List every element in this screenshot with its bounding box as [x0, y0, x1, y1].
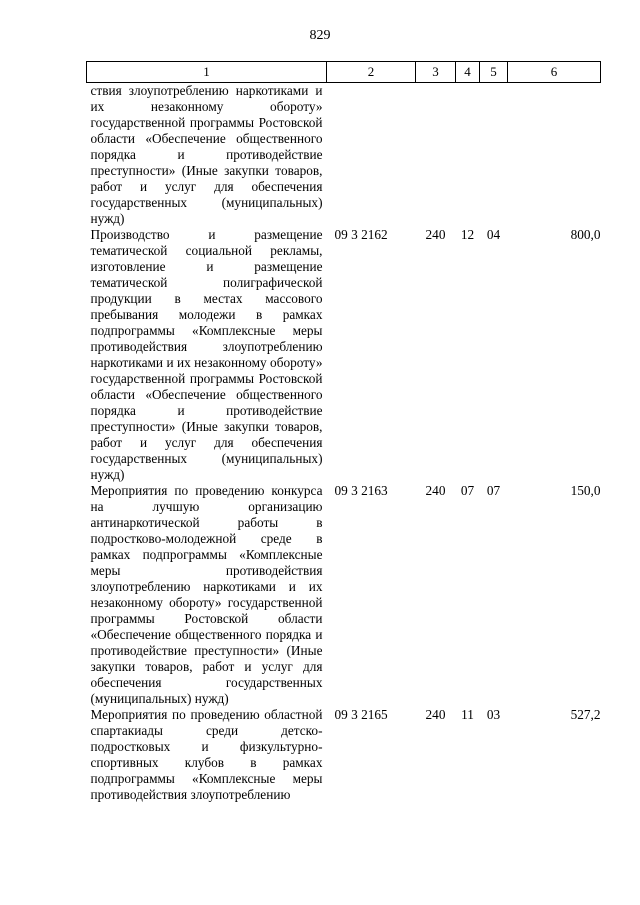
- row-code: 09 3 2163: [334, 483, 388, 498]
- row-rz: [456, 83, 480, 228]
- table-row: [87, 227, 601, 483]
- row-pr: 03: [486, 707, 501, 722]
- table-row: [87, 707, 601, 803]
- table-header-row: [87, 62, 601, 83]
- table-row: [87, 83, 601, 228]
- column-header-3: 3: [416, 62, 456, 83]
- page-number: 829: [309, 28, 331, 43]
- row-description: Производство и размещение тематической социальной рекламы, изготовление и размещение тематической полиграфической продукции в местах массового пребывания молодежи в рамках подпрограммы «Комплексные меры противодействия злоупотреблению наркотиками и их незаконному обороту» государственной программы Ростовской области «Обеспечение общественного порядка и противодействие преступности» (Иные закупки товаров, работ и услуг для обеспечения государственных (муниципальных) нужд): [90, 227, 323, 482]
- row-code: [327, 83, 416, 228]
- row-pr: 04: [486, 227, 501, 242]
- row-rz: 12: [460, 227, 475, 242]
- row-amount: 800,0: [570, 227, 601, 242]
- row-description: Мероприятия по проведению областной спартакиады среди детско-подростковых и физкультурно-спортивных клубов в рамках подпрограммы «Комплексные меры противодействия злоупотреблению: [90, 707, 323, 802]
- row-vr: [416, 83, 456, 228]
- row-description: ствия злоупотреблению наркотиками и их незаконному обороту» государственной программы Ростовской области «Обеспечение общественного порядка и противодействие преступности» (Иные закупки товаров, работ и услуг для обеспечения государственных (муниципальных) нужд): [90, 83, 323, 226]
- row-amount: [508, 83, 601, 228]
- row-amount: 527,2: [570, 707, 601, 722]
- column-header-5: 5: [480, 62, 508, 83]
- row-rz: 11: [461, 707, 474, 722]
- row-rz: 07: [460, 483, 475, 498]
- column-header-2: 2: [327, 62, 416, 83]
- column-header-6: 6: [508, 62, 601, 83]
- row-description: Мероприятия по проведению конкурса на лучшую организацию антинаркотической работы в подростково-молодежной среде в рамках подпрограммы «Комплексные меры противодействия злоупотреблению наркотиками и их незаконному обороту» государственной программы Ростовской области «Обеспечение общественного порядка и противодействие преступности» (Иные закупки товаров, работ и услуг для обеспечения государственных (муниципальных) нужд): [90, 483, 323, 706]
- row-pr: 07: [486, 483, 501, 498]
- row-amount: 150,0: [570, 483, 601, 498]
- row-vr: 240: [425, 483, 446, 498]
- row-code: 09 3 2162: [334, 227, 388, 242]
- column-header-1: 1: [87, 62, 327, 83]
- table-row: [87, 483, 601, 707]
- row-code: 09 3 2165: [334, 707, 388, 722]
- row-pr: [480, 83, 508, 228]
- row-vr: 240: [425, 227, 446, 242]
- budget-table: [86, 61, 601, 803]
- row-vr: 240: [425, 707, 446, 722]
- column-header-4: 4: [456, 62, 480, 83]
